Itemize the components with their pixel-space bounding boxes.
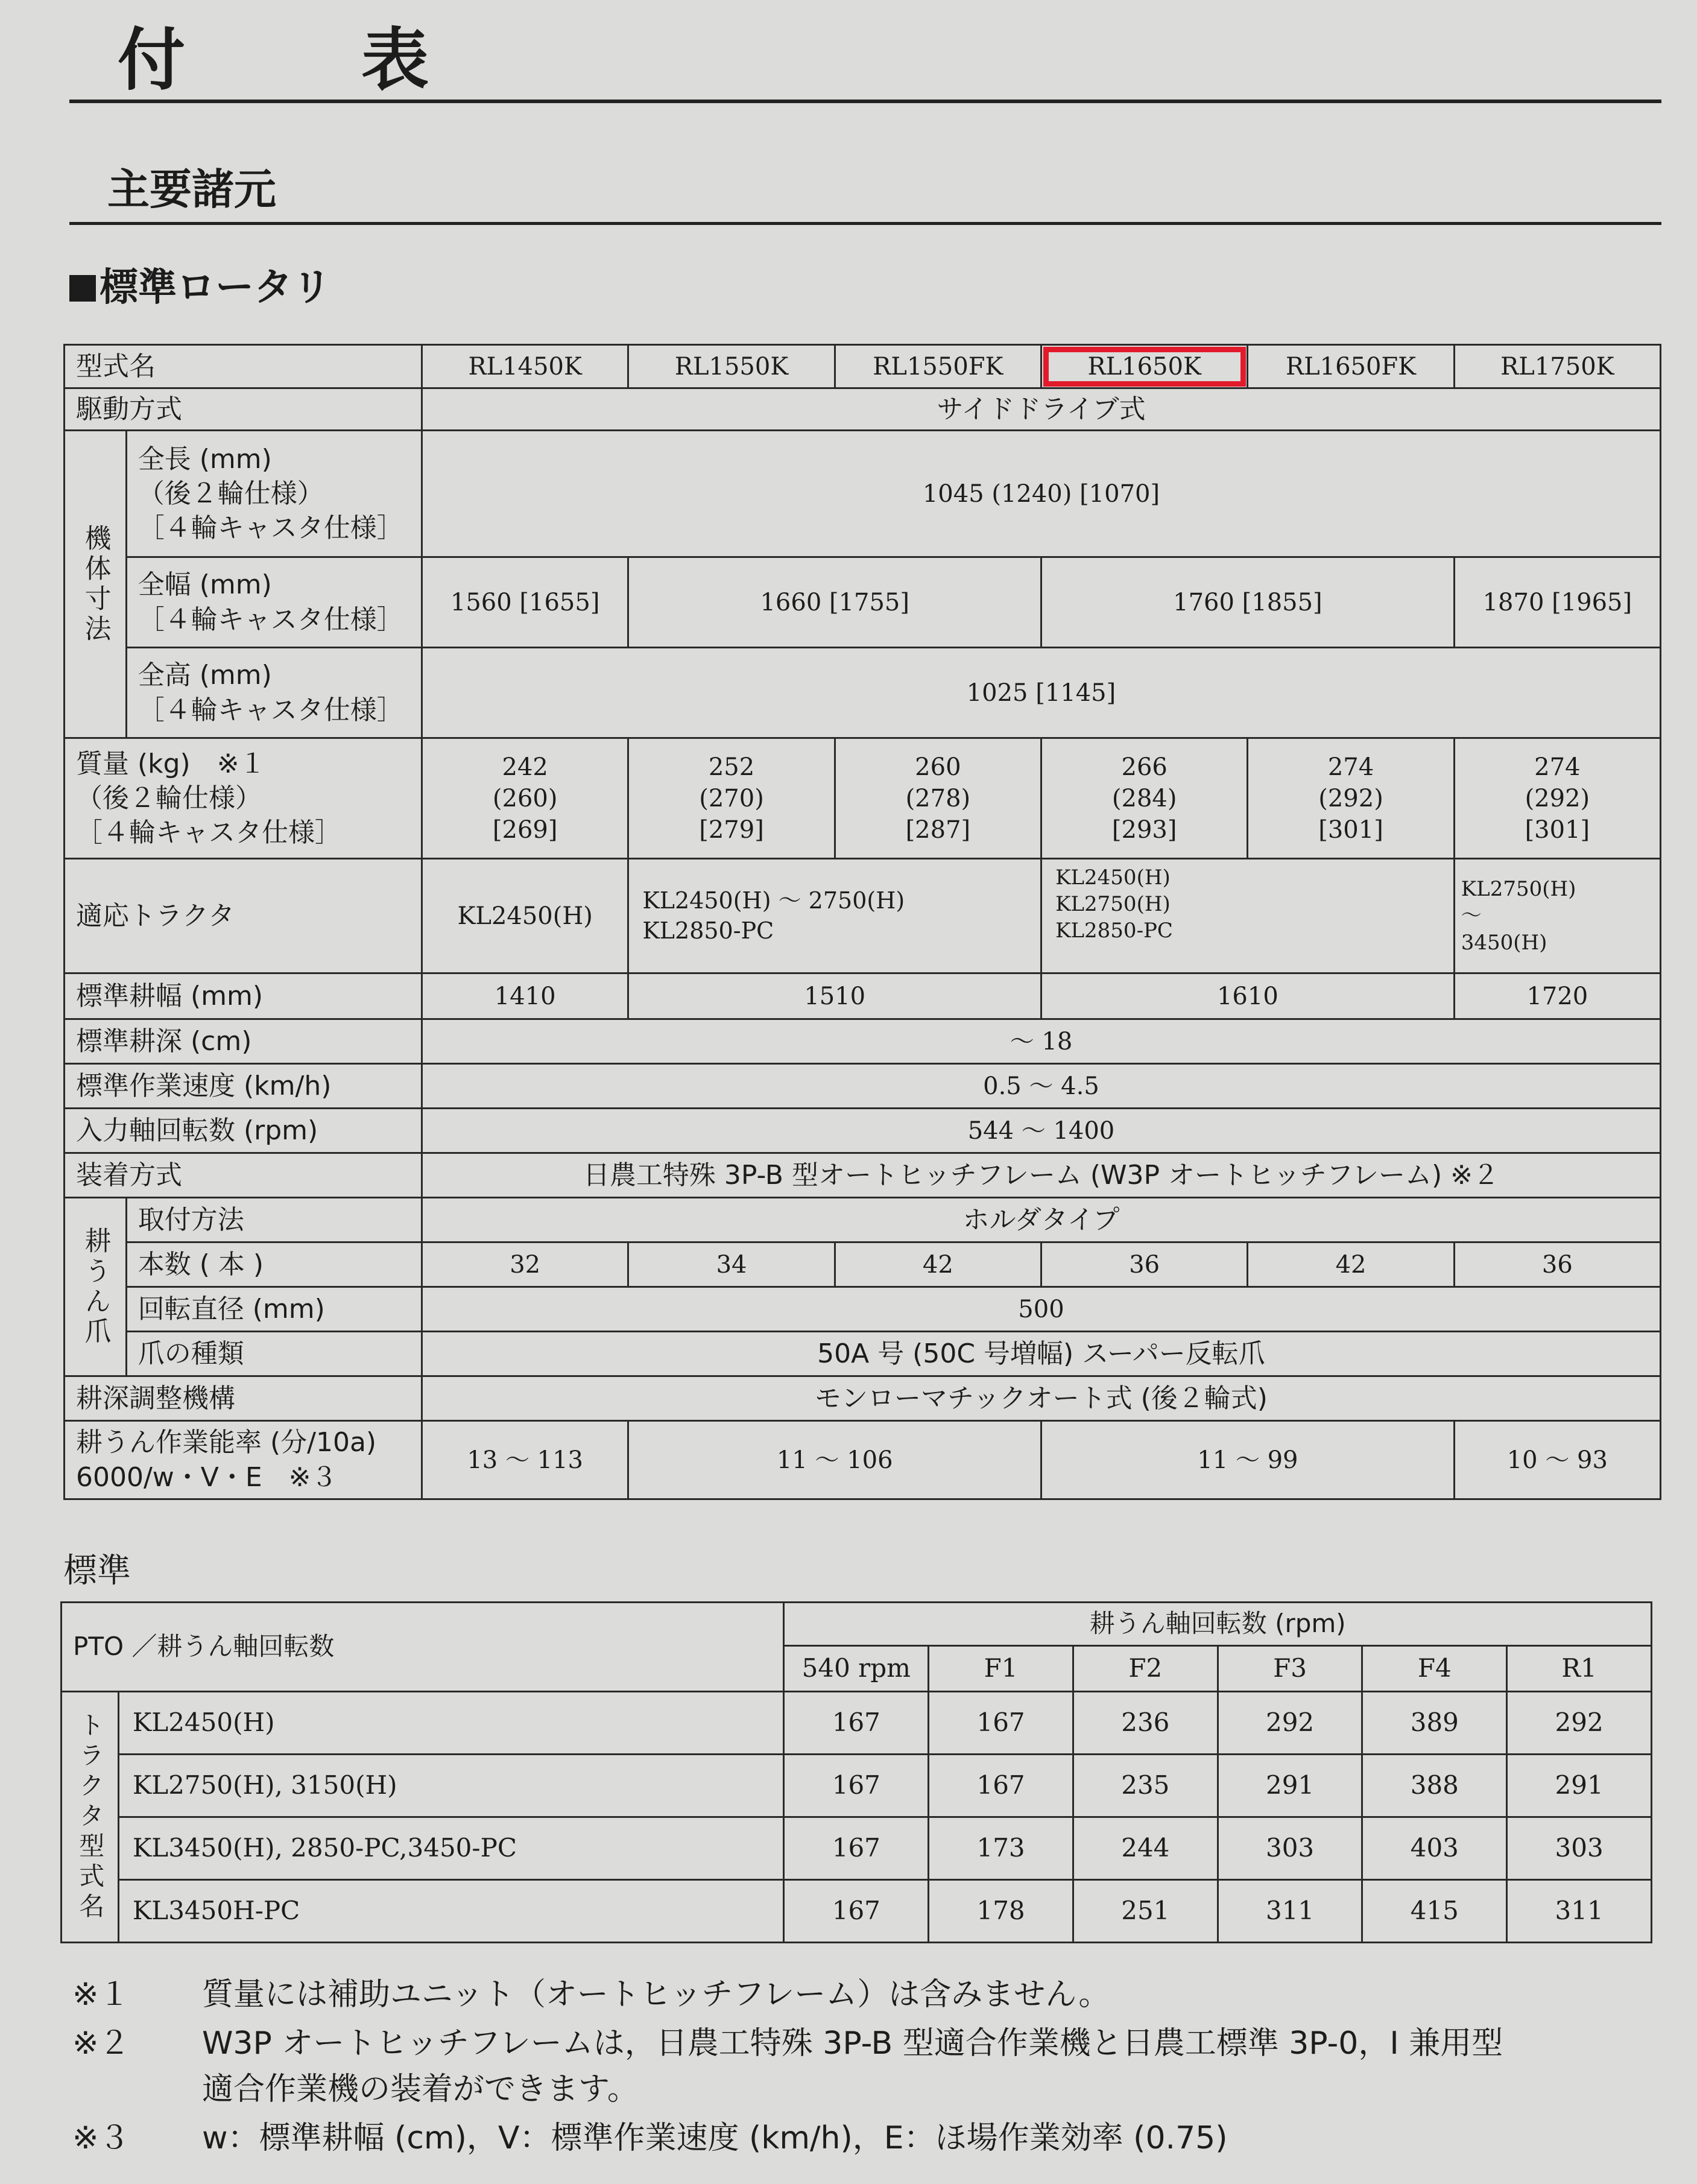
title-rule xyxy=(69,100,1661,103)
model-cell-highlighted: RL1650K xyxy=(1041,345,1248,388)
label-line: 耕うん作業能率 (分/10a) xyxy=(76,1427,377,1458)
till-width-value: 1410 xyxy=(422,973,628,1019)
rpm-cell: 236 xyxy=(1073,1692,1218,1755)
pto-row-group-text: トラクタ型式名 xyxy=(75,1711,106,1923)
pto-column-header: R1 xyxy=(1507,1646,1652,1692)
mass-value xyxy=(422,738,628,859)
dimensions-group-text: 機体寸法 xyxy=(80,524,111,645)
input-rpm-row xyxy=(65,1109,1661,1153)
tractor-line: KL2750(H) xyxy=(1055,892,1171,917)
footnote xyxy=(72,1972,1503,2018)
model-cell: RL1550FK xyxy=(835,345,1041,388)
till-width-label: 標準耕幅 (mm) xyxy=(65,973,422,1019)
claw-count-value: 36 xyxy=(1041,1242,1248,1287)
mass-line: 260 xyxy=(915,753,961,781)
height-row xyxy=(65,648,1661,738)
tractor-line: KL2450(H) xyxy=(1055,866,1171,890)
depth-control-label: 耕深調整機構 xyxy=(65,1376,422,1421)
mass-line: [301] xyxy=(1525,815,1590,844)
subsection-title xyxy=(69,256,331,312)
pto-column-header: F3 xyxy=(1218,1646,1362,1692)
tractor-value xyxy=(1041,859,1455,973)
footnotes xyxy=(72,1972,1503,2165)
till-depth-value: ～ 18 xyxy=(422,1019,1660,1064)
till-width-row xyxy=(65,973,1661,1019)
mass-line: 274 xyxy=(1534,753,1581,781)
claw-type-label: 爪の種類 xyxy=(126,1332,422,1376)
table-row xyxy=(62,1817,1652,1880)
section-rule xyxy=(69,222,1661,225)
mass-line: [301] xyxy=(1318,815,1383,844)
mass-line: 242 xyxy=(502,753,548,781)
subsection-label: 標準ロータリ xyxy=(100,265,331,310)
rpm-cell: 178 xyxy=(929,1880,1073,1943)
dimensions-group-label xyxy=(65,431,127,738)
pto-column-header: 540 rpm xyxy=(784,1646,929,1692)
spec-table xyxy=(63,344,1661,1500)
model-row xyxy=(65,345,1661,388)
tractor-value xyxy=(1454,859,1660,973)
till-depth-label: 標準耕深 (cm) xyxy=(65,1019,422,1064)
claw-count-value: 34 xyxy=(628,1242,835,1287)
pto-column-header: F2 xyxy=(1073,1646,1218,1692)
mass-line: (284) xyxy=(1111,784,1177,812)
input-rpm-value: 544 ～ 1400 xyxy=(422,1109,1660,1153)
rpm-cell: 173 xyxy=(929,1817,1073,1880)
table-row xyxy=(62,1755,1652,1817)
section-title: 主要諸元 xyxy=(107,165,276,214)
claw-count-value: 42 xyxy=(1248,1242,1454,1287)
capacity-value: 13 ～ 113 xyxy=(422,1421,628,1499)
tractor-row xyxy=(65,859,1661,973)
claw-attach-row xyxy=(65,1198,1661,1242)
label-line: ［４輪キャスタ仕様］ xyxy=(137,694,403,726)
rpm-cell: 403 xyxy=(1362,1817,1507,1880)
mass-line: (292) xyxy=(1525,784,1590,812)
models-label: 型式名 xyxy=(65,345,422,388)
tractor-label: 適応トラクタ xyxy=(65,859,422,973)
model-cell: RL1450K xyxy=(422,345,628,388)
mass-line: (270) xyxy=(699,784,764,812)
tractor-name: KL3450H-PC xyxy=(118,1880,784,1943)
capacity-row xyxy=(65,1421,1661,1499)
drive-label: 駆動方式 xyxy=(65,388,422,431)
tractor-line: ～ xyxy=(1461,904,1482,928)
mass-value xyxy=(1454,738,1660,859)
mounting-label: 装着方式 xyxy=(65,1153,422,1198)
claw-attach-value: ホルダタイプ xyxy=(422,1198,1660,1242)
mass-line: (260) xyxy=(492,784,558,812)
tractor-line: KL2750(H) xyxy=(1461,877,1576,902)
tractor-line: KL2850-PC xyxy=(1055,919,1173,943)
mass-line: 274 xyxy=(1327,753,1374,781)
width-row xyxy=(65,557,1661,648)
mass-value xyxy=(628,738,835,859)
width-value: 1870 [1965] xyxy=(1454,557,1660,648)
till-width-value: 1610 xyxy=(1041,973,1455,1019)
mass-line: 252 xyxy=(708,753,755,781)
rpm-cell: 311 xyxy=(1218,1880,1362,1943)
claw-diameter-value: 500 xyxy=(422,1287,1660,1332)
pto-table xyxy=(60,1601,1652,1943)
pto-corner: PTO ／耕うん軸回転数 xyxy=(62,1603,784,1692)
mass-line: [279] xyxy=(699,815,764,844)
rpm-cell: 415 xyxy=(1362,1880,1507,1943)
rpm-cell: 167 xyxy=(784,1817,929,1880)
claw-count-value: 42 xyxy=(835,1242,1041,1287)
mass-value xyxy=(1248,738,1454,859)
footnote-text: w：標準耕幅 (cm)，V：標準作業速度 (km/h)，E：ほ場作業効率 (0.75) xyxy=(202,2120,1228,2157)
footnote xyxy=(72,2021,1503,2112)
pto-heading: 標準 xyxy=(63,1551,131,1591)
mass-label xyxy=(65,738,422,859)
label-line: 質量 (kg) ※１ xyxy=(76,748,266,779)
rpm-cell: 292 xyxy=(1507,1692,1652,1755)
label-line: （後２輪仕様） xyxy=(76,782,262,814)
tractor-line: KL2850-PC xyxy=(642,917,774,944)
pto-column-header: F1 xyxy=(929,1646,1073,1692)
width-value: 1660 [1755] xyxy=(628,557,1041,648)
rpm-cell: 389 xyxy=(1362,1692,1507,1755)
pto-group-header: 耕うん軸回転数 (rpm) xyxy=(784,1603,1652,1646)
label-line: （後２輪仕様） xyxy=(137,478,324,509)
rpm-cell: 291 xyxy=(1218,1755,1362,1817)
width-value: 1760 [1855] xyxy=(1041,557,1455,648)
footnote-text: W3P オートヒッチフレームは，日農工特殊 3P-B 型適合作業機と日農工標準 3P-0，Ⅰ 兼用型 xyxy=(202,2025,1503,2062)
mass-row xyxy=(65,738,1661,859)
capacity-value: 11 ～ 106 xyxy=(628,1421,1041,1499)
claw-count-label: 本数 ( 本 ) xyxy=(126,1242,422,1287)
square-bullet-icon xyxy=(69,275,96,302)
rpm-cell: 303 xyxy=(1218,1817,1362,1880)
tractor-name: KL2450(H) xyxy=(118,1692,784,1755)
tractor-value: KL2450(H) xyxy=(422,859,628,973)
model-cell: RL1750K xyxy=(1454,345,1660,388)
width-value: 1560 [1655] xyxy=(422,557,628,648)
mass-line: (292) xyxy=(1318,784,1383,812)
mounting-row xyxy=(65,1153,1661,1198)
page-title: 付 表 xyxy=(118,21,483,100)
footnote-mark: ※３ xyxy=(72,2120,130,2157)
label-line: ［４輪キャスタ仕様］ xyxy=(76,817,341,849)
height-label xyxy=(126,648,422,738)
rpm-cell: 251 xyxy=(1073,1880,1218,1943)
capacity-value: 11 ～ 99 xyxy=(1041,1421,1455,1499)
claw-count-value: 36 xyxy=(1454,1242,1660,1287)
label-line: 全長 (mm) xyxy=(137,443,272,475)
footnote-mark: ※２ xyxy=(72,2025,130,2062)
footnote-text: 適合作業機の装着ができます。 xyxy=(202,2071,639,2107)
claw-group-text: 耕うん爪 xyxy=(80,1226,111,1347)
length-label xyxy=(126,431,422,557)
table-row xyxy=(62,1692,1652,1755)
table-row xyxy=(62,1880,1652,1943)
drive-row xyxy=(65,388,1661,431)
label-line: 全高 (mm) xyxy=(137,660,272,691)
capacity-value: 10 ～ 93 xyxy=(1454,1421,1660,1499)
depth-control-value: モンローマチックオート式 (後２輪式) xyxy=(422,1376,1660,1421)
input-rpm-label: 入力軸回転数 (rpm) xyxy=(65,1109,422,1153)
tractor-value xyxy=(628,859,1041,973)
pto-column-header: F4 xyxy=(1362,1646,1507,1692)
claw-diameter-row xyxy=(65,1287,1661,1332)
rpm-cell: 311 xyxy=(1507,1880,1652,1943)
mounting-value: 日農工特殊 3P-B 型オートヒッチフレーム (W3P オートヒッチフレーム) ※２ xyxy=(422,1153,1660,1198)
mass-value xyxy=(1041,738,1248,859)
rpm-cell: 235 xyxy=(1073,1755,1218,1817)
mass-line: 266 xyxy=(1121,753,1168,781)
label-line: 6000/w・V・E ※３ xyxy=(76,1461,338,1493)
till-width-value: 1720 xyxy=(1454,973,1660,1019)
till-depth-row xyxy=(65,1019,1661,1064)
label-line: ［４輪キャスタ仕様］ xyxy=(137,604,403,635)
model-cell: RL1650FK xyxy=(1248,345,1454,388)
claw-group-label xyxy=(65,1198,127,1376)
width-label xyxy=(126,557,422,648)
capacity-label xyxy=(65,1421,422,1499)
mass-line: [269] xyxy=(492,815,558,844)
claw-attach-label: 取付方法 xyxy=(126,1198,422,1242)
work-speed-label: 標準作業速度 (km/h) xyxy=(65,1064,422,1109)
rpm-cell: 167 xyxy=(784,1755,929,1817)
rpm-cell: 167 xyxy=(784,1692,929,1755)
work-speed-row xyxy=(65,1064,1661,1109)
tractor-line: 3450(H) xyxy=(1461,930,1547,955)
rpm-cell: 292 xyxy=(1218,1692,1362,1755)
height-value: 1025 [1145] xyxy=(422,648,1660,738)
rpm-cell: 303 xyxy=(1507,1817,1652,1880)
length-value: 1045 (1240) [1070] xyxy=(422,431,1660,557)
depth-control-row xyxy=(65,1376,1661,1421)
rpm-cell: 167 xyxy=(929,1755,1073,1817)
claw-diameter-label: 回転直径 (mm) xyxy=(126,1287,422,1332)
model-cell: RL1550K xyxy=(628,345,835,388)
mass-value xyxy=(835,738,1041,859)
drive-value: サイドドライブ式 xyxy=(422,388,1660,431)
rpm-cell: 388 xyxy=(1362,1755,1507,1817)
tractor-line: KL2450(H) ～ 2750(H) xyxy=(642,887,905,914)
footnote-text: 質量には補助ユニット（オートヒッチフレーム）は含みません。 xyxy=(202,1977,1110,2013)
label-line: ［４輪キャスタ仕様］ xyxy=(137,513,403,544)
work-speed-value: 0.5 ～ 4.5 xyxy=(422,1064,1660,1109)
pto-header-row xyxy=(62,1603,1652,1646)
footnote-mark: ※１ xyxy=(72,1977,130,2013)
mass-line: [287] xyxy=(905,815,971,844)
claw-type-row xyxy=(65,1332,1661,1376)
tractor-name: KL2750(H), 3150(H) xyxy=(118,1755,784,1817)
claw-type-value: 50A 号 (50C 号増幅) スーパー反転爪 xyxy=(422,1332,1660,1376)
length-row xyxy=(65,431,1661,557)
tractor-name: KL3450(H), 2850-PC,3450-PC xyxy=(118,1817,784,1880)
till-width-value: 1510 xyxy=(628,973,1041,1019)
rpm-cell: 167 xyxy=(784,1880,929,1943)
rpm-cell: 291 xyxy=(1507,1755,1652,1817)
footnote xyxy=(72,2116,1503,2161)
mass-line: [293] xyxy=(1111,815,1177,844)
pto-row-group xyxy=(62,1692,119,1943)
claw-count-value: 32 xyxy=(422,1242,628,1287)
claw-count-row xyxy=(65,1242,1661,1287)
rpm-cell: 167 xyxy=(929,1692,1073,1755)
label-line: 全幅 (mm) xyxy=(137,569,272,601)
mass-line: (278) xyxy=(905,784,971,812)
rpm-cell: 244 xyxy=(1073,1817,1218,1880)
